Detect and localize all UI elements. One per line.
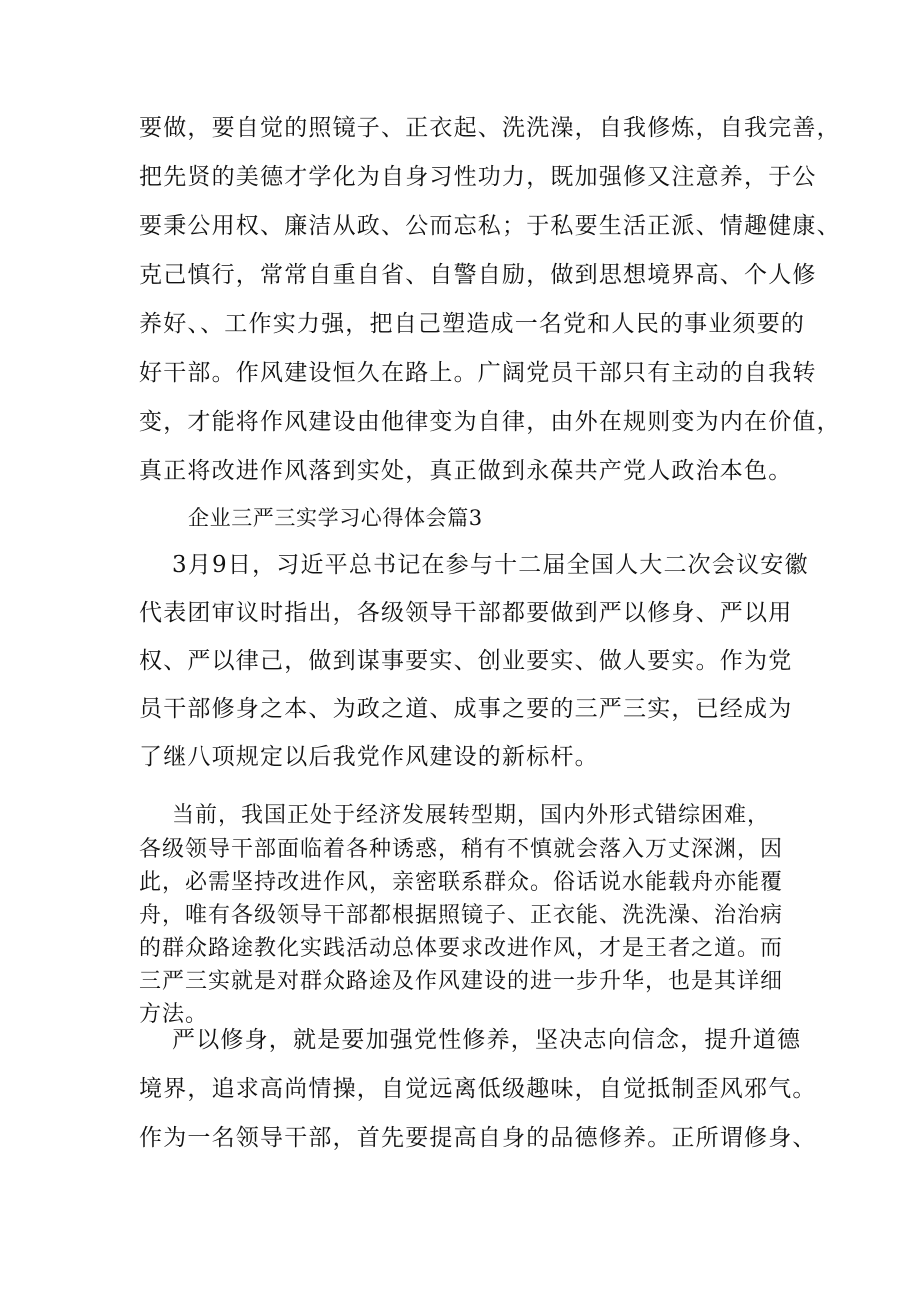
text-line: 要秉公用权、廉洁从政、公而忘私；于私要生活正派、情趣健康、 bbox=[139, 213, 841, 239]
text-line: 变，才能将作风建设由他律变为自律，由外在规则变为内在价值， bbox=[139, 409, 841, 435]
text-line: 真正将改进作风落到实处，真正做到永葆共产党人政治本色。 bbox=[139, 458, 793, 484]
text-line: 了继八项规定以后我党作风建设的新标杆。 bbox=[139, 744, 599, 770]
text-line: 3月9日，习近平总书记在参与十二届全国人大二次会议安徽 bbox=[172, 552, 809, 578]
text-line: 此，必需坚持改进作风，亲密联系群众。俗话说水能载舟亦能覆 bbox=[139, 870, 784, 895]
text-line: 三严三实就是对群众路途及作风建设的进一步升华，也是其详细 bbox=[139, 969, 784, 994]
text-line: 权、严以律己，做到谋事要实、创业要实、做人要实。作为党 bbox=[139, 648, 793, 674]
text-line: 员干部修身之本、为政之道、成事之要的三严三实，已经成为 bbox=[139, 696, 793, 722]
text-line: 养好、、工作实力强，把自己塑造成一名党和人民的事业须要的 bbox=[139, 311, 806, 337]
text-line: 各级领导干部面临着各种诱惑，稍有不慎就会落入万丈深渊，因 bbox=[139, 837, 784, 862]
section-heading: 企业三严三实学习心得体会篇3 bbox=[188, 506, 483, 530]
text-line: 严以修身，就是要加强党性修养，坚决志向信念，提升道德 bbox=[172, 1027, 802, 1053]
text-line: 把先贤的美德才学化为自身习性功力，既加强修又注意养，于公 bbox=[139, 164, 817, 190]
text-line: 的群众路途教化实践活动总体要求改进作风，才是王者之道。而 bbox=[139, 936, 784, 961]
text-line: 要做，要自觉的照镜子、正衣起、洗洗澡，自我修炼，自我完善， bbox=[139, 115, 841, 141]
text-line: 舟，唯有各级领导干部都根据照镜子、正衣能、洗洗澡、治治病 bbox=[139, 903, 784, 928]
text-line: 境界，追求高尚情操，自觉远离低级趣味，自觉抵制歪风邪气。 bbox=[139, 1076, 817, 1102]
text-line: 方法。 bbox=[139, 1002, 209, 1027]
text-line: 好干部。作风建设恒久在路上。广阔党员干部只有主动的自我转 bbox=[139, 360, 817, 386]
text-line: 当前，我国正处于经济发展转型期，国内外形式错综困难， bbox=[172, 803, 771, 828]
text-line: 克己慎行，常常自重自省、自警自励，做到思想境界高、个人修 bbox=[139, 262, 817, 288]
text-line: 代表团审议时指出，各级领导干部都要做到严以修身、严以用 bbox=[139, 600, 793, 626]
text-line: 作为一名领导干部，首先要提高自身的品德修养。正所谓修身、 bbox=[139, 1125, 817, 1151]
